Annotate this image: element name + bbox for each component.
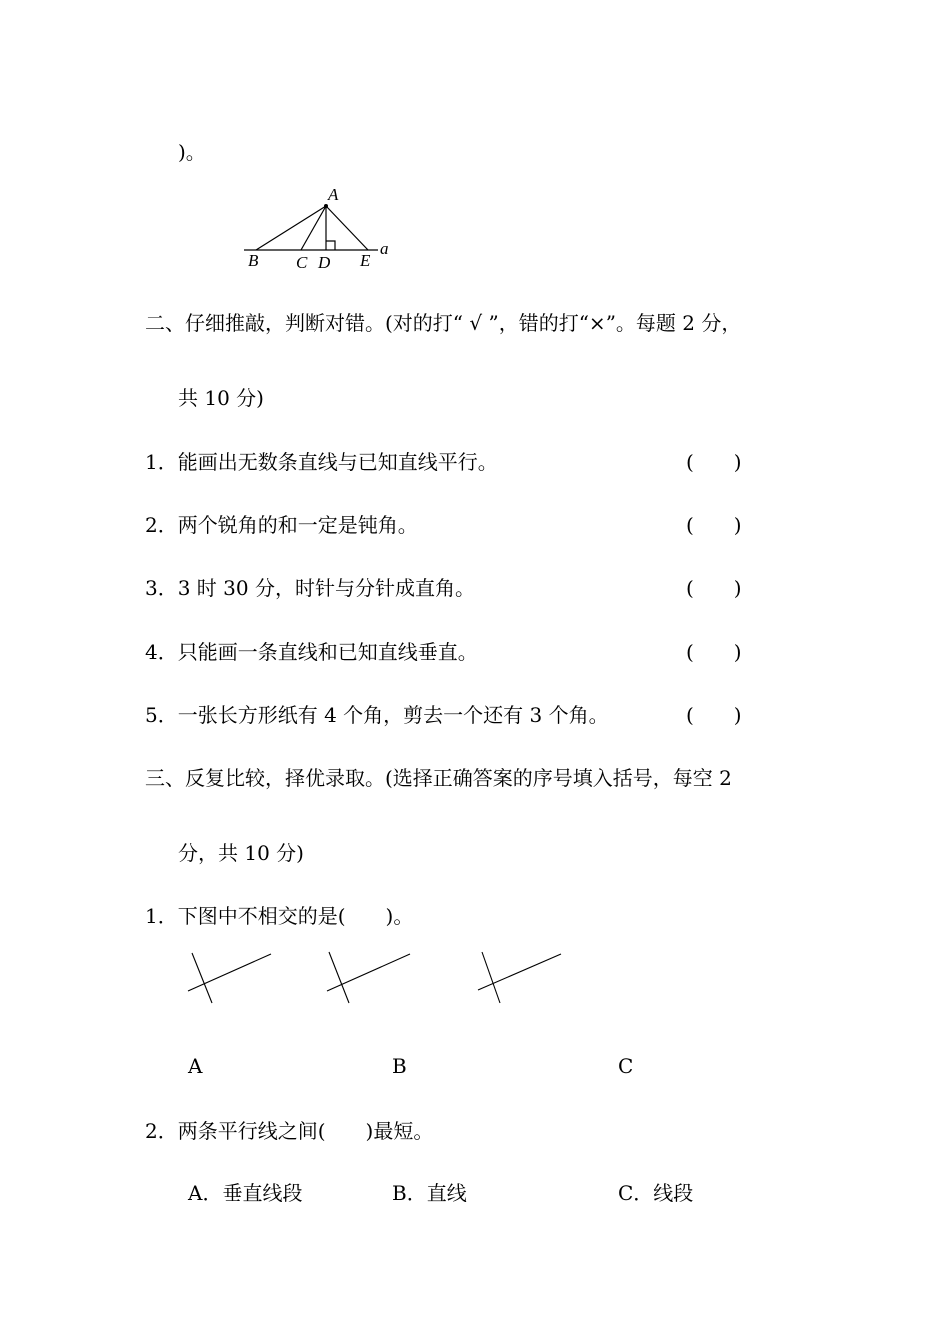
label-b: B [248,251,259,270]
option-label-a[interactable]: A [188,1054,203,1078]
answer-bracket-3[interactable]: ( ) [686,576,742,600]
q2-option-c[interactable]: C．线段 [618,1181,694,1205]
figure-option-b [323,948,413,1008]
q2-option-b[interactable]: B．直线 [392,1181,467,1205]
label-d: D [318,253,331,272]
label-line-a: a [380,239,389,258]
label-c: C [296,253,308,272]
judge-item-5: 5．一张长方形纸有 4 个角，剪去一个还有 3 个角。 [145,703,609,727]
segment-ae [326,206,368,250]
section3-heading-line2: 分，共 10 分) [178,841,304,865]
choice-question-1: 1．下图中不相交的是( )。 [145,904,414,928]
segment-ac [301,206,326,250]
answer-bracket-5[interactable]: ( ) [686,703,742,727]
label-e: E [360,251,371,270]
option-label-b[interactable]: B [392,1054,407,1078]
q2-option-a[interactable]: A．垂直线段 [188,1181,303,1205]
section2-heading-line2: 共 10 分) [178,386,264,410]
judge-item-4: 4．只能画一条直线和已知直线垂直。 [145,640,478,664]
figure-option-a [185,948,275,1008]
section2-heading-line1: 二、仔细推敲，判断对错。(对的打“ √ ”，错的打“×”。每题 2 分， [145,311,742,335]
figure-option-c [474,948,564,1008]
judge-item-1: 1．能画出无数条直线与已知直线平行。 [145,450,498,474]
triangle-figure [238,182,398,272]
answer-bracket-4[interactable]: ( ) [686,640,742,664]
section3-heading-line1: 三、反复比较，择优录取。(选择正确答案的序号填入括号，每空 2 [145,766,732,790]
answer-bracket-2[interactable]: ( ) [686,513,742,537]
judge-item-3: 3．3 时 30 分，时针与分针成直角。 [145,576,475,600]
judge-item-2: 2．两个锐角的和一定是钝角。 [145,513,418,537]
answer-bracket-1[interactable]: ( ) [686,450,742,474]
option-label-c[interactable]: C [618,1054,634,1078]
question-continuation: )。 [178,140,206,164]
label-a: A [328,185,339,204]
segment-ab [256,206,326,250]
choice-question-2: 2．两条平行线之间( )最短。 [145,1119,434,1143]
right-angle-mark [326,241,335,250]
point-a [324,204,328,208]
